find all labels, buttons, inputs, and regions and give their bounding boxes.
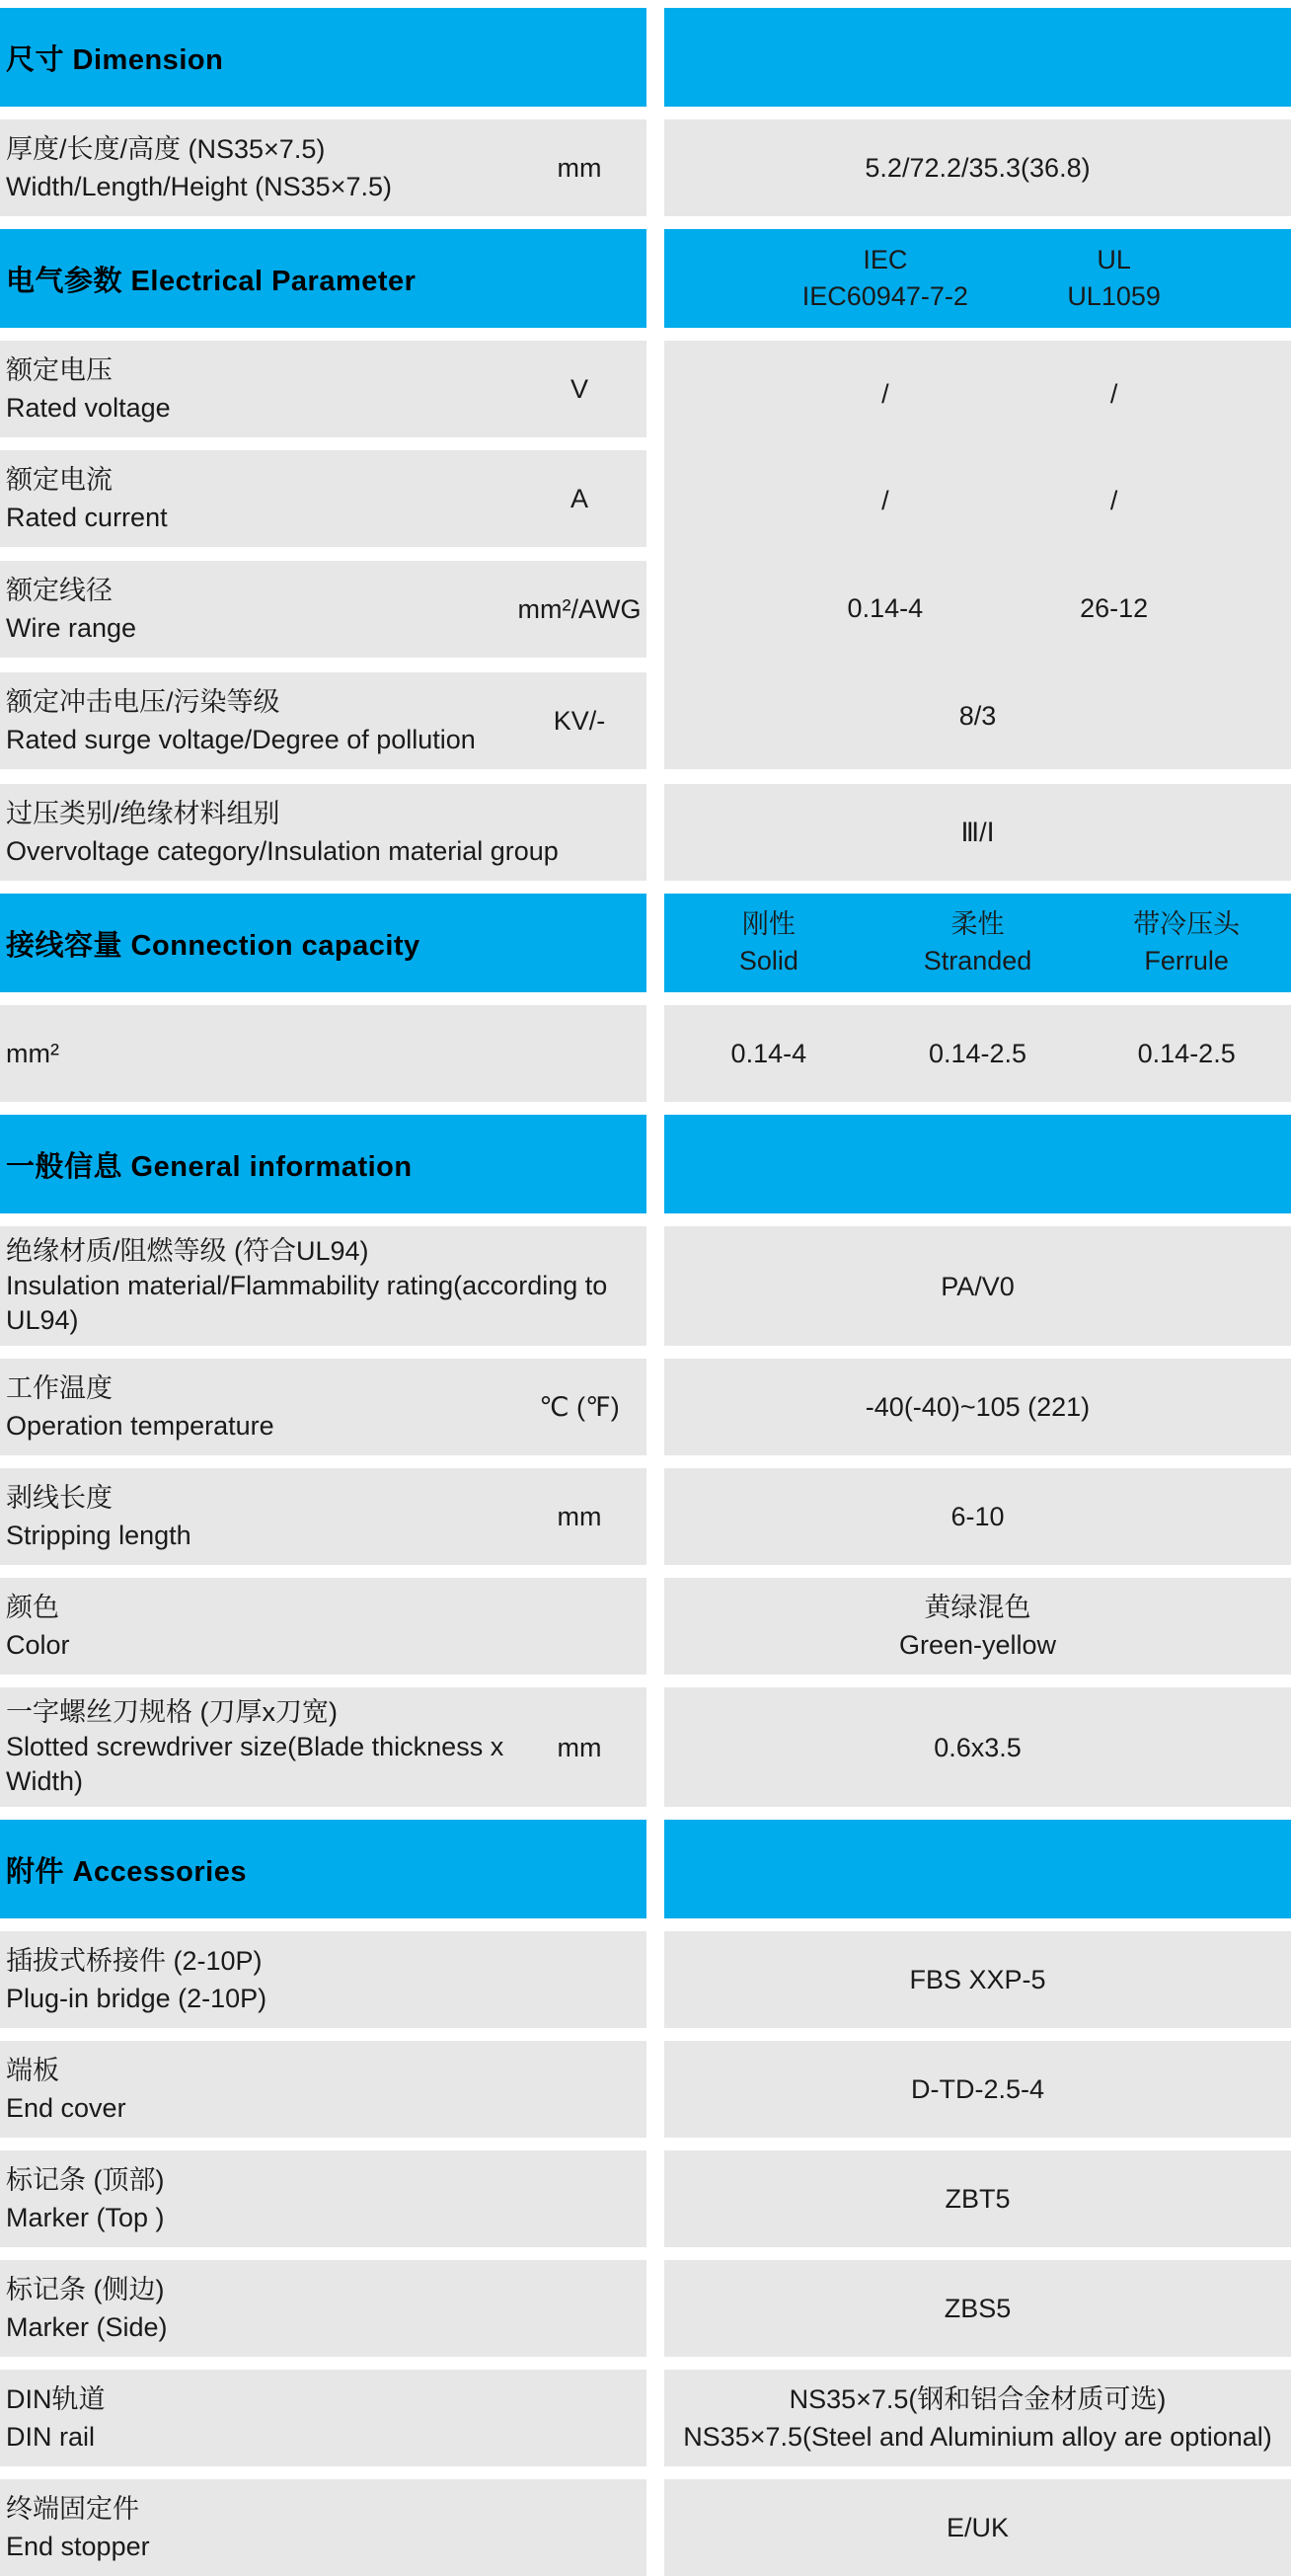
label-en: Rated current [6,503,168,532]
row-stripping-label-cell [0,1468,646,1565]
section-header-accessories-left [0,1820,646,1918]
row-bridge [0,1931,1291,2028]
section-title: 接线容量 Connection capacity [6,929,420,962]
section-header-general-left [0,1115,646,1213]
column-stranded [873,906,1083,979]
label: mm² [6,1039,59,1068]
column-stranded-zh: 柔性 [950,909,1005,939]
row-label [0,1362,516,1452]
label-en: End stopper [6,2532,150,2561]
row-color-label-cell [0,1578,646,1675]
value-en: Green-yellow [898,1630,1057,1660]
label-zh: 一字螺丝刀规格 (刀厚x刀宽) [6,1697,338,1727]
standard-ul-name: UL [1097,245,1131,274]
unit: mm [557,153,602,183]
value: E/UK [946,2513,1010,2542]
value: 5.2/72.2/35.3(36.8) [865,153,1091,183]
value: ZBT5 [945,2184,1011,2214]
label-en: Operation temperature [6,1411,274,1441]
label-zh: 工作温度 [6,1373,113,1403]
value-ul: 26-12 [1080,592,1149,623]
unit: ℃ (℉) [539,1392,620,1422]
section-header-connection [0,894,1291,992]
row-marker-side-label-cell [0,2260,646,2357]
value-ferrule: 0.14-2.5 [1137,1038,1236,1068]
label-en: Overvoltage category/Insulation material group [6,836,559,866]
row-stripping-value-cell [664,1468,1291,1565]
section-header-general-right [664,1115,1291,1213]
section-title: 一般信息 General information [6,1150,413,1183]
standard-iec-number: IEC60947-7-2 [801,281,968,311]
row-label [0,344,516,434]
row-label [0,2263,646,2354]
label-en: Marker (Top ) [6,2203,165,2232]
label-zh: 标记条 (侧边) [6,2275,165,2304]
standards-columns [664,242,1291,315]
row-bridge-label-cell [0,1931,646,2028]
row-din-rail-value-cell [664,2370,1291,2466]
row-marker-side [0,2260,1291,2357]
row-capacity-value-cell [664,1005,1291,1102]
row-label [0,1471,516,1562]
row-overvoltage [0,784,1291,881]
row-bridge-value-cell [664,1931,1291,2028]
row-label [0,1581,646,1672]
label-zh: 终端固定件 [6,2494,139,2524]
label-zh: 端板 [6,2056,59,2085]
value-ul: / [1109,486,1118,516]
row-surge-label-cell [0,672,646,769]
row-end-stopper-label-cell [0,2479,646,2576]
value-stranded: 0.14-2.5 [928,1038,1027,1068]
row-marker-side-value-cell [664,2260,1291,2357]
section-header-dimension-right [664,8,1291,107]
unit: mm [557,1732,602,1762]
row-label [0,1226,646,1346]
label-en: Color [6,1630,70,1660]
column-ferrule-zh: 带冷压头 [1133,909,1241,939]
row-label [0,2482,646,2573]
unit: mm²/AWG [517,594,642,624]
row-label [0,1027,646,1080]
row-capacity-mm2 [0,1005,1291,1102]
unit: A [570,484,588,513]
label-zh: 颜色 [6,1593,59,1622]
wire-range-values [664,555,1291,663]
label-zh: 额定电流 [6,465,113,495]
section-title: 附件 Accessories [6,1855,247,1888]
row-end-cover [0,2041,1291,2138]
capacity-columns [664,906,1291,979]
label-zh: 额定冲击电压/污染等级 [6,687,280,717]
value-zh: 黄绿混色 [924,1593,1031,1622]
unit: KV/- [553,706,606,736]
value: PA/V0 [941,1271,1015,1301]
row-insulation [0,1226,1291,1346]
label-zh: 标记条 (顶部) [6,2165,165,2195]
standard-iec [771,242,1000,315]
row-end-stopper-value-cell [664,2479,1291,2576]
row-insulation-label-cell [0,1226,646,1346]
label-en: Wire range [6,613,137,643]
row-din-rail-label-cell [0,2370,646,2466]
label-en: Plug-in bridge (2-10P) [6,1984,267,2013]
label-en: DIN rail [6,2422,96,2452]
row-screwdriver-label-cell [0,1687,646,1807]
value [664,1589,1291,1664]
row-end-stopper [0,2479,1291,2576]
rated-current-values [664,448,1291,556]
column-ferrule-en: Ferrule [1144,946,1229,976]
row-end-cover-label-cell [0,2041,646,2138]
row-label [0,564,516,655]
row-wire-range-label-cell [0,561,646,658]
section-header-dimension [0,8,1291,107]
value [664,2381,1291,2456]
label-en: Slotted screwdriver size(Blade thickness x Width) [6,1732,504,1796]
label-en: Width/Length/Height (NS35×7.5) [6,172,392,201]
row-capacity-label-cell [0,1005,646,1102]
row-label [0,1934,646,2025]
row-size [0,119,1291,216]
section-header-accessories [0,1820,1291,1918]
label-zh: 过压类别/绝缘材料组别 [6,799,280,828]
label-en: Marker (Side) [6,2312,168,2342]
row-din-rail [0,2370,1291,2466]
row-size-value-cell [664,119,1291,216]
section-header-connection-right [664,894,1291,992]
label-zh: 绝缘材质/阻燃等级 (符合UL94) [6,1236,369,1266]
section-header-electrical [0,229,1291,328]
section-header-dimension-left [0,8,646,107]
value-en: NS35×7.5(Steel and Aluminium alloy are optional) [683,2422,1272,2452]
standard-iec-name: IEC [863,245,908,274]
label-en: Rated voltage [6,393,171,423]
section-header-electrical-right [664,229,1291,328]
label-en: Insulation material/Flammability rating(according to UL94) [6,1271,608,1335]
section-header-connection-left [0,894,646,992]
value: ZBS5 [944,2294,1012,2323]
column-ferrule [1082,906,1291,979]
value-solid: 0.14-4 [730,1038,807,1068]
value-zh: NS35×7.5(钢和铝合金材质可选) [789,2384,1167,2414]
row-label [0,1687,516,1807]
row-label [0,2373,646,2463]
label-zh: 额定电压 [6,355,113,385]
surge-value [664,663,1291,770]
column-stranded-en: Stranded [923,946,1032,976]
row-overvoltage-label-cell [0,784,646,881]
row-marker-top-label-cell [0,2150,646,2247]
column-solid-zh: 刚性 [741,909,796,939]
label-zh: 插拔式桥接件 (2-10P) [6,1946,263,1976]
row-label [0,453,516,544]
row-label [0,122,516,213]
label-zh: 厚度/长度/高度 (NS35×7.5) [6,134,326,164]
row-marker-top-value-cell [664,2150,1291,2247]
row-label [0,787,646,878]
label-zh: DIN轨道 [6,2384,106,2414]
rated-voltage-values [664,341,1291,448]
value: D-TD-2.5-4 [910,2074,1044,2104]
row-end-cover-value-cell [664,2041,1291,2138]
value-ul: / [1109,378,1118,409]
column-solid-en: Solid [738,946,798,976]
electrical-merged-value-cell [664,341,1291,769]
row-temperature-value-cell [664,1359,1291,1455]
row-stripping [0,1468,1291,1565]
row-size-label-cell [0,119,646,216]
unit: mm [557,1502,602,1531]
section-header-electrical-left [0,229,646,328]
value-iec: / [881,378,889,409]
row-screwdriver-value-cell [664,1687,1291,1807]
row-rated-voltage-label-cell [0,341,646,437]
standard-ul [1000,242,1229,315]
value-iec: 0.14-4 [847,592,924,623]
standard-ul-number: UL1059 [1067,281,1161,311]
row-rated-current-label-cell [0,450,646,547]
value: FBS XXP-5 [909,1965,1046,1994]
value: 0.6x3.5 [934,1732,1022,1762]
value: 8/3 [958,700,997,731]
label-en: Rated surge voltage/Degree of pollution [6,725,476,754]
value: Ⅲ/Ⅰ [960,818,995,847]
row-temperature [0,1359,1291,1455]
section-header-accessories-right [664,1820,1291,1918]
row-label [0,675,516,766]
label-en: End cover [6,2093,126,2123]
section-title: 电气参数 Electrical Parameter [6,265,417,297]
row-color-value-cell [664,1578,1291,1675]
value-iec: / [881,486,889,516]
row-overvoltage-value-cell [664,784,1291,881]
unit: V [570,374,588,404]
row-insulation-value-cell [664,1226,1291,1346]
row-marker-top [0,2150,1291,2247]
row-color [0,1578,1291,1675]
value: -40(-40)~105 (221) [865,1392,1091,1422]
row-label [0,2153,646,2244]
label-zh: 剥线长度 [6,1483,113,1513]
value: 6-10 [950,1502,1005,1531]
row-screwdriver [0,1687,1291,1807]
row-label [0,2044,646,2135]
label-zh: 额定线径 [6,576,113,605]
electrical-left-rows [0,341,646,769]
electrical-merged-block [0,341,1291,769]
label-en: Stripping length [6,1521,191,1550]
column-solid [664,906,873,979]
section-title: 尺寸 Dimension [6,43,224,76]
row-temperature-label-cell [0,1359,646,1455]
section-header-general [0,1115,1291,1213]
